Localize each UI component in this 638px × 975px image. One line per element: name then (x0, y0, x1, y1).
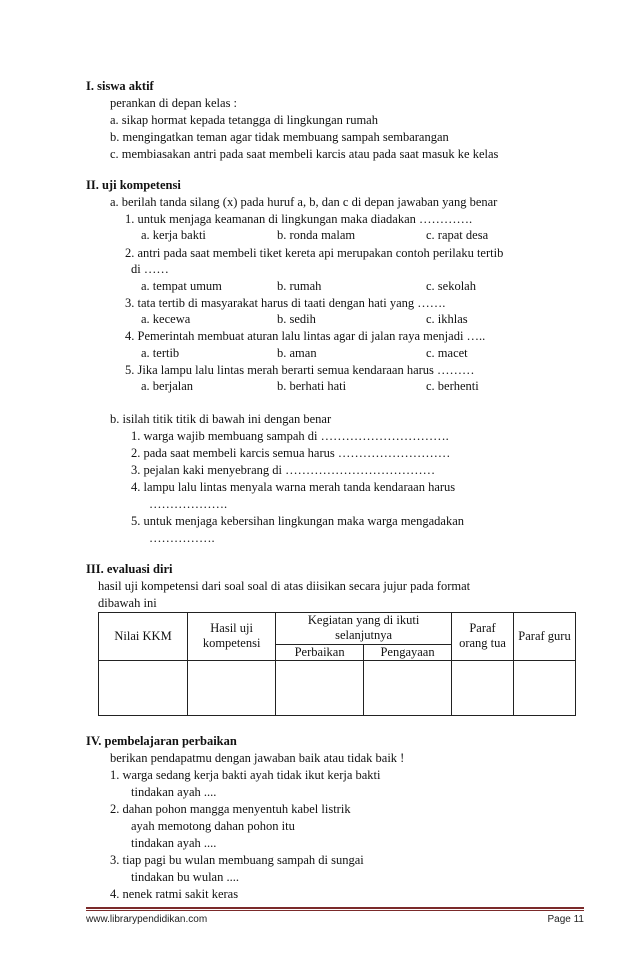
header-nilai-kkm: Nilai KKM (99, 613, 188, 661)
part-a-intro: a. berilah tanda silang (x) pada huruf a, b, dan c di depan jawaban yang benar (110, 195, 498, 209)
part-b-intro: b. isilah titik titik di bawah ini dengan benar (110, 412, 332, 426)
question-3: 3. tata tertib di masyarakat harus di taati dengan hati yang ……. (125, 296, 446, 310)
fill-item-2: 2. pada saat membeli karcis semua harus ……………………… (131, 446, 451, 460)
case-2-prompt: tindakan ayah .... (131, 836, 217, 850)
section-3-title: III. evaluasi diri (86, 562, 173, 576)
question-3-option-b: b. sedih (277, 312, 316, 326)
question-4-option-a: a. tertib (141, 346, 180, 360)
header-paraf-orang-tua: Paraf orang tua (452, 613, 514, 661)
section-3-intro-line-2: dibawah ini (98, 596, 157, 610)
fill-item-5-blank: ……………. (149, 531, 215, 545)
question-2-option-a: a. tempat umum (141, 279, 222, 293)
question-5-option-b: b. berhati hati (277, 379, 347, 393)
question-2-line-1: 2. antri pada saat membeli tiket kereta api merupakan contoh perilaku tertib (125, 246, 504, 260)
case-3-prompt: tindakan bu wulan .... (131, 870, 239, 884)
question-4: 4. Pemerintah membuat aturan lalu lintas agar di jalan raya menjadi ….. (125, 329, 486, 343)
case-2: 2. dahan pohon mangga menyentuh kabel listrik (110, 802, 351, 816)
fill-item-4-blank: ………………. (149, 497, 228, 511)
evaluation-table (98, 612, 576, 716)
question-2-line-2: di …… (131, 262, 169, 276)
section-1-title: I. siswa aktif (86, 79, 154, 93)
header-hasil-uji: Hasil uji kompetensi (188, 613, 276, 661)
question-1-option-c: c. rapat desa (426, 228, 489, 242)
section-4-intro: berikan pendapatmu dengan jawaban baik atau tidak baik ! (110, 751, 405, 765)
question-3-option-a: a. kecewa (141, 312, 191, 326)
case-1: 1. warga sedang kerja bakti ayah tidak ikut kerja bakti (110, 768, 381, 782)
question-2-option-c: c. sekolah (426, 279, 476, 293)
question-4-option-c: c. macet (426, 346, 468, 360)
question-3-option-c: c. ikhlas (426, 312, 468, 326)
question-5-option-c: c. berhenti (426, 379, 479, 393)
table-row (99, 660, 576, 715)
case-2-detail: ayah memotong dahan pohon itu (131, 819, 295, 833)
cell-pengayaan[interactable] (364, 660, 452, 715)
cell-hasil-uji[interactable] (188, 660, 276, 715)
section-1-item-c: c. membiasakan antri pada saat membeli karcis atau pada saat masuk ke kelas (110, 147, 499, 161)
section-1-item-a: a. sikap hormat kepada tetangga di lingkungan rumah (110, 113, 378, 127)
section-1-item-b: b. mengingatkan teman agar tidak membuang sampah sembarangan (110, 130, 449, 144)
question-2-option-b: b. rumah (277, 279, 322, 293)
fill-item-4: 4. lampu lalu lintas menyala warna merah tanda kendaraan harus (131, 480, 456, 494)
cell-paraf-orang-tua[interactable] (452, 660, 514, 715)
section-2-title: II. uji kompetensi (86, 178, 181, 192)
case-3: 3. tiap pagi bu wulan membuang sampah di sungai (110, 853, 364, 867)
case-4: 4. nenek ratmi sakit keras (110, 887, 239, 901)
case-1-prompt: tindakan ayah .... (131, 785, 217, 799)
footer-divider (86, 907, 584, 909)
fill-item-5: 5. untuk menjaga kebersihan lingkungan maka warga mengadakan (131, 514, 464, 528)
cell-perbaikan[interactable] (276, 660, 364, 715)
question-1: 1. untuk menjaga keamanan di lingkungan maka diadakan …………. (125, 212, 473, 226)
section-4-title: IV. pembelajaran perbaikan (86, 734, 237, 748)
question-1-option-a: a. kerja bakti (141, 228, 206, 242)
question-1-option-b: b. ronda malam (277, 228, 356, 242)
section-3-intro-line-1: hasil uji kompetensi dari soal soal di atas diisikan secara jujur pada format (98, 579, 471, 593)
header-pengayaan: Pengayaan (364, 644, 452, 660)
header-paraf-guru: Paraf guru (514, 613, 576, 661)
header-kegiatan: Kegiatan yang di ikuti selanjutnya (276, 613, 452, 645)
header-perbaikan: Perbaikan (276, 644, 364, 660)
cell-paraf-guru[interactable] (514, 660, 576, 715)
footer-page-number: Page 11 (547, 914, 584, 925)
footer-site: www.librarypendidikan.com (86, 914, 208, 925)
section-1-intro: perankan di depan kelas : (110, 96, 238, 110)
cell-nilai-kkm[interactable] (99, 660, 188, 715)
fill-item-1: 1. warga wajib membuang sampah di …………………………. (131, 429, 449, 443)
question-5-option-a: a. berjalan (141, 379, 194, 393)
question-4-option-b: b. aman (277, 346, 317, 360)
question-5: 5. Jika lampu lalu lintas merah berarti semua kendaraan harus ……… (125, 363, 475, 377)
fill-item-3: 3. pejalan kaki menyebrang di ……………………………… (131, 463, 436, 477)
footer-divider-thin (86, 910, 584, 911)
